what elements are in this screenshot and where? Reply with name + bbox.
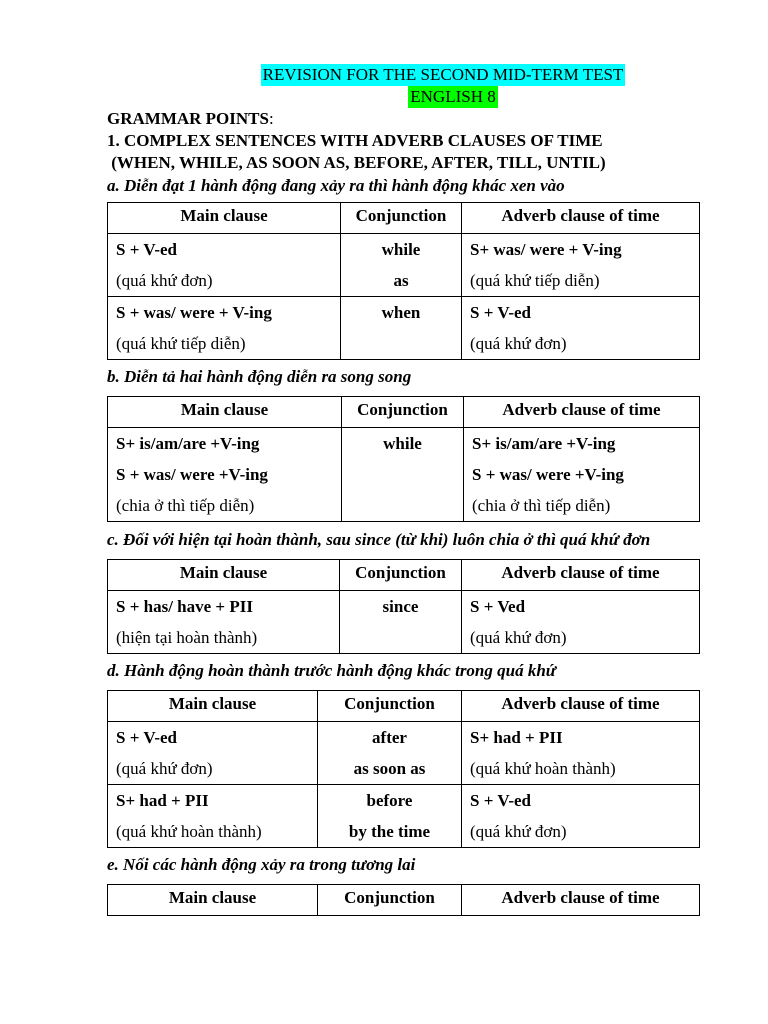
header-conjunction: Conjunction	[318, 691, 462, 722]
header-adverb-clause: Adverb clause of time	[462, 885, 700, 916]
conjunction: since	[382, 597, 419, 616]
document-title	[107, 64, 699, 108]
formula: S + was/ were +V-ing	[472, 465, 624, 484]
tense-note: (quá khứ hoàn thành)	[116, 822, 262, 841]
section-1-heading-line-1: 1. COMPLEX SENTENCES WITH ADVERB CLAUSES OF TIME	[107, 131, 603, 150]
section-1-heading	[107, 130, 699, 174]
header-conjunction: Conjunction	[342, 397, 464, 428]
grammar-points-label: GRAMMAR POINTS	[107, 109, 269, 128]
conjunction: while	[383, 434, 422, 453]
header-adverb-clause: Adverb clause of time	[462, 203, 700, 234]
table-row	[108, 234, 700, 297]
table-b	[107, 396, 700, 522]
main-clause-cell	[108, 591, 340, 654]
adverb-clause-cell	[462, 785, 700, 848]
table-header-row	[108, 885, 700, 916]
formula: S + was/ were + V-ing	[116, 303, 272, 322]
formula: S + Ved	[470, 597, 526, 616]
table-header-row	[108, 203, 700, 234]
table-row	[108, 591, 700, 654]
grammar-points-colon: :	[268, 109, 274, 128]
header-adverb-clause: Adverb clause of time	[462, 560, 700, 591]
formula: S+ is/am/are +V-ing	[116, 434, 260, 453]
table-row	[108, 428, 700, 522]
conjunction: when	[381, 303, 421, 322]
tense-note: (quá khứ đơn)	[116, 271, 213, 290]
tense-note: (chia ở thì tiếp diễn)	[472, 496, 611, 515]
table-header-row	[108, 691, 700, 722]
formula: S + V-ed	[116, 728, 178, 747]
header-main-clause: Main clause	[108, 691, 318, 722]
table-header-row	[108, 397, 700, 428]
formula: S+ had + PII	[470, 728, 563, 747]
formula: S + V-ed	[470, 791, 532, 810]
conjunction-cell	[342, 428, 464, 522]
subsection-b-heading: b. Diễn tả hai hành động diễn ra song song	[107, 367, 412, 386]
table-a	[107, 202, 700, 360]
document-page	[107, 64, 699, 918]
tense-note: (quá khứ đơn)	[470, 628, 567, 647]
header-main-clause: Main clause	[108, 397, 342, 428]
formula: S + was/ were +V-ing	[116, 465, 268, 484]
table-header-row	[108, 560, 700, 591]
adverb-clause-cell	[462, 234, 700, 297]
tense-note: (quá khứ hoàn thành)	[470, 759, 616, 778]
title-line-1: REVISION FOR THE SECOND MID-TERM TEST	[262, 65, 624, 84]
main-clause-cell	[108, 428, 342, 522]
conjunction-cell	[340, 591, 462, 654]
header-main-clause: Main clause	[108, 560, 340, 591]
tense-note: (quá khứ tiếp diễn)	[470, 271, 600, 290]
header-conjunction: Conjunction	[341, 203, 462, 234]
conjunction-cell	[341, 297, 462, 360]
adverb-clause-cell	[462, 591, 700, 654]
formula: S + has/ have + PII	[116, 597, 253, 616]
conjunction-cell	[341, 234, 462, 297]
table-c	[107, 559, 700, 654]
subsection-a-heading: a. Diễn đạt 1 hành động đang xảy ra thì hành động khác xen vào	[107, 176, 565, 195]
title-line-2: ENGLISH 8	[410, 87, 496, 106]
conjunction: as soon as	[353, 759, 426, 778]
header-adverb-clause: Adverb clause of time	[462, 691, 700, 722]
conjunction: after	[372, 728, 407, 747]
header-conjunction: Conjunction	[318, 885, 462, 916]
table-d	[107, 690, 700, 848]
table-row	[108, 297, 700, 360]
formula: S + V-ed	[470, 303, 532, 322]
formula: S+ had + PII	[116, 791, 209, 810]
header-main-clause: Main clause	[108, 885, 318, 916]
formula: S+ was/ were + V-ing	[470, 240, 622, 259]
tense-note: (chia ở thì tiếp diễn)	[116, 496, 255, 515]
conjunction: while	[381, 240, 421, 259]
header-conjunction: Conjunction	[340, 560, 462, 591]
formula: S+ is/am/are +V-ing	[472, 434, 616, 453]
tense-note: (hiện tại hoàn thành)	[116, 628, 258, 647]
conjunction: by the time	[348, 822, 431, 841]
tense-note: (quá khứ đơn)	[470, 822, 567, 841]
header-main-clause: Main clause	[108, 203, 341, 234]
conjunction: as	[393, 271, 409, 290]
adverb-clause-cell	[462, 722, 700, 785]
main-clause-cell	[108, 785, 318, 848]
adverb-clause-cell	[462, 297, 700, 360]
section-1-heading-line-2: (WHEN, WHILE, AS SOON AS, BEFORE, AFTER, TILL, UNTIL)	[107, 153, 606, 172]
table-row	[108, 785, 700, 848]
main-clause-cell	[108, 722, 318, 785]
conjunction	[349, 328, 453, 359]
conjunction-cell	[318, 785, 462, 848]
subsection-c-heading: c. Đối với hiện tại hoàn thành, sau since (từ khi) luôn chia ở thì quá khứ đơn	[107, 530, 651, 549]
grammar-points-heading	[107, 108, 699, 130]
table-row	[108, 722, 700, 785]
formula: S + V-ed	[116, 240, 178, 259]
conjunction-cell	[318, 722, 462, 785]
conjunction: before	[366, 791, 413, 810]
tense-note: (quá khứ đơn)	[470, 334, 567, 353]
header-adverb-clause: Adverb clause of time	[464, 397, 700, 428]
tense-note: (quá khứ đơn)	[116, 759, 213, 778]
table-e	[107, 884, 700, 916]
main-clause-cell	[108, 297, 341, 360]
tense-note: (quá khứ tiếp diễn)	[116, 334, 246, 353]
adverb-clause-cell	[464, 428, 700, 522]
subsection-d-heading: d. Hành động hoàn thành trước hành động khác trong quá khứ	[107, 661, 556, 680]
subsection-e-heading: e. Nối các hành động xảy ra trong tương lai	[107, 855, 416, 874]
main-clause-cell	[108, 234, 341, 297]
